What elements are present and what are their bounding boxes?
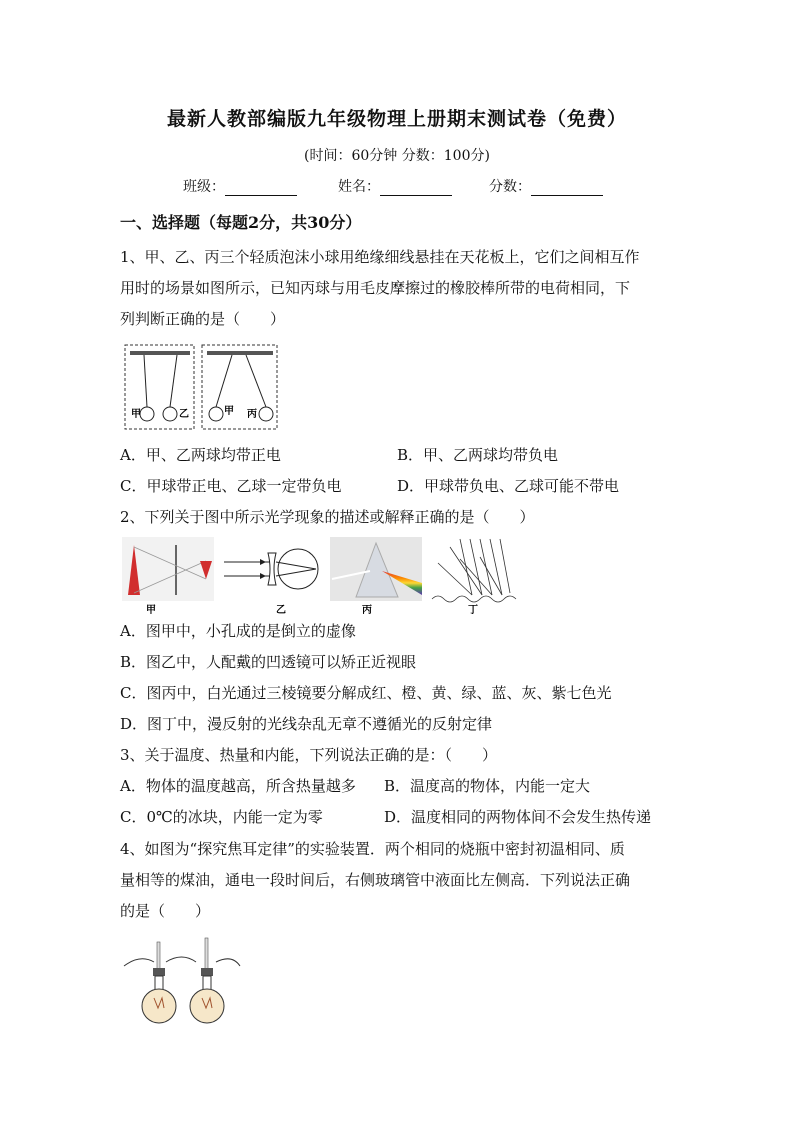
figure-label: 甲 xyxy=(131,409,141,420)
ball-bing xyxy=(259,407,273,421)
figure-label: 丙 xyxy=(362,605,372,615)
q2-option-a[interactable]: A．图甲中，小孔成的是倒立的虚像 xyxy=(120,622,356,640)
ball-jia-1 xyxy=(140,407,154,421)
class-field xyxy=(183,176,297,196)
thread-jia-2 xyxy=(216,355,232,407)
ball-jia-2 xyxy=(209,407,223,421)
figure-label: 丁 xyxy=(468,605,478,615)
optics-figure xyxy=(120,535,520,615)
q3-option-b[interactable]: B．温度高的物体，内能一定大 xyxy=(384,777,591,795)
prism-figure xyxy=(330,537,422,601)
score-field xyxy=(489,176,603,196)
eye-figure xyxy=(224,549,318,589)
question-4-line-2: 量相等的煤油，通电一段时间后，右侧玻璃管中液面比左侧高．下列说法正确 xyxy=(120,871,631,889)
ceiling-2 xyxy=(207,351,273,355)
score-label: 分数： xyxy=(489,179,531,195)
figure-label: 丙 xyxy=(247,409,257,420)
q1-option-a[interactable]: A．甲、乙两球均带正电 xyxy=(120,446,281,464)
question-4-line-1: 4、如图为“探究焦耳定律”的实验装置．两个相同的烧瓶中密封初温相同、质 xyxy=(120,840,625,858)
q3-option-c[interactable]: C．0℃的冰块，内能一定为零 xyxy=(120,808,323,826)
figure-label: 甲 xyxy=(224,406,234,417)
q3-option-a[interactable]: A．物体的温度越高，所含热量越多 xyxy=(120,777,356,795)
question-2-line: 2、下列关于图中所示光学现象的描述或解释正确的是（ ） xyxy=(120,508,535,526)
name-field xyxy=(338,176,452,196)
q3-option-d[interactable]: D．温度相同的两物体间不会发生热传递 xyxy=(384,808,652,826)
right-flask xyxy=(190,938,224,1023)
question-4-line-3: 的是（ ） xyxy=(120,902,211,920)
class-blank[interactable] xyxy=(225,179,297,196)
section-heading: 一、选择题（每题2分，共30分） xyxy=(120,213,362,232)
q1-option-d[interactable]: D．甲球带负电、乙球可能不带电 xyxy=(397,477,620,495)
q2-option-c[interactable]: C．图丙中，白光通过三棱镜要分解成红、橙、黄、绿、蓝、灰、紫七色光 xyxy=(120,684,612,702)
name-label: 姓名： xyxy=(338,179,380,195)
question-1-line-2: 用时的场景如图所示，已知丙球与用毛皮摩擦过的橡胶棒所带的电荷相同，下 xyxy=(120,279,631,297)
pinhole-figure xyxy=(122,537,214,601)
question-3-line: 3、关于温度、热量和内能，下列说法正确的是：（ ） xyxy=(120,746,498,764)
q1-option-b[interactable]: B．甲、乙两球均带负电 xyxy=(397,446,559,464)
exam-info: (时间：60分钟 分数：100分) xyxy=(304,148,490,164)
charged-balls-figure xyxy=(122,343,280,433)
question-1-line-1: 1、甲、乙、丙三个轻质泡沫小球用绝缘细线悬挂在天花板上，它们之间相互作 xyxy=(120,248,640,266)
joule-law-apparatus-figure xyxy=(120,936,244,1028)
q1-option-c[interactable]: C．甲球带正电、乙球一定带负电 xyxy=(120,477,342,495)
q2-option-b[interactable]: B．图乙中，人配戴的凹透镜可以矫正近视眼 xyxy=(120,653,417,671)
ball-yi xyxy=(163,407,177,421)
figure-label: 乙 xyxy=(276,605,286,615)
ceiling-1 xyxy=(130,351,190,355)
class-label: 班级： xyxy=(183,179,225,195)
figure-label: 甲 xyxy=(146,605,156,615)
thread-bing xyxy=(246,355,266,407)
name-blank[interactable] xyxy=(380,179,452,196)
q2-option-d[interactable]: D．图丁中，漫反射的光线杂乱无章不遵循光的反射定律 xyxy=(120,715,493,733)
diffuse-reflection-figure xyxy=(432,539,516,602)
left-flask xyxy=(142,942,176,1023)
page-title: 最新人教部编版九年级物理上册期末测试卷（免费） xyxy=(166,108,627,130)
thread-yi xyxy=(170,355,177,407)
question-1-line-3: 列判断正确的是（ ） xyxy=(120,310,286,328)
figure-label: 乙 xyxy=(179,409,189,420)
score-blank[interactable] xyxy=(531,179,603,196)
thread-jia-1 xyxy=(144,355,147,407)
